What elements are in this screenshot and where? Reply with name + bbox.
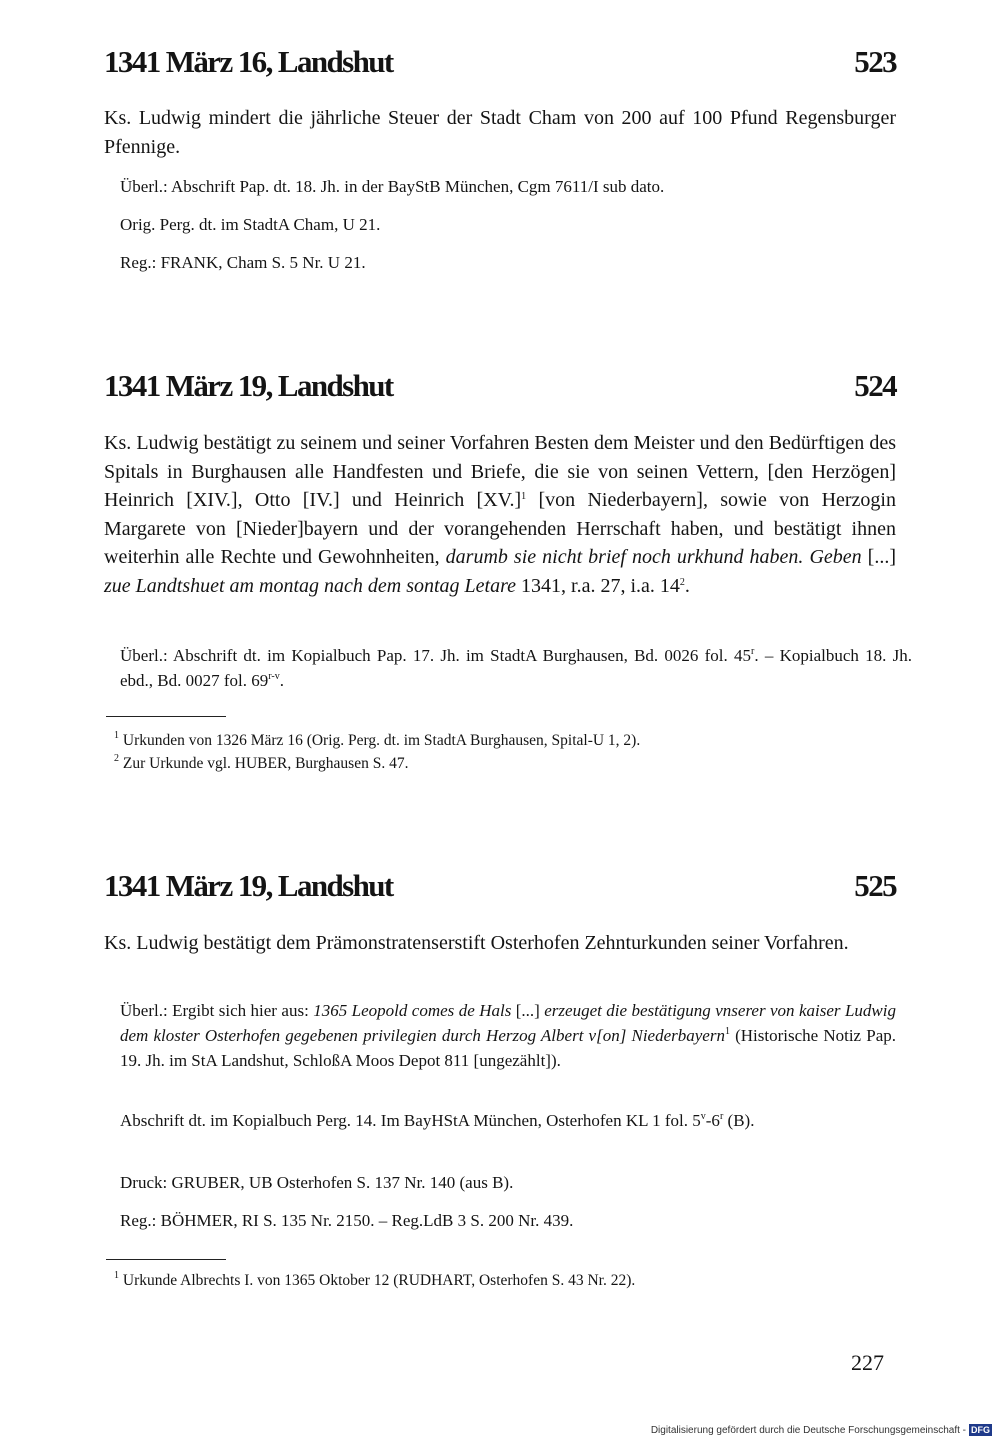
footnote: $^2$ Zur Urkunde vgl. HUBER, Burghausen S. 47.: [114, 753, 409, 772]
entry-note-transmission: Überl.: Ergibt sich hier aus: 1365 Leopold comes de Hals [...] erzeuget die bestätigung vnserer von kaiser Ludwig dem kloster Osterhofen gegebenen privilegien durch Herzog Albert v[on] Niederbayern$^1$ (Historische Notiz Pap. 19. Jh. im StA Landshut, SchloßA Moos Depot 811 [ungezählt]).: [120, 1001, 896, 1070]
entry-note-original: Orig. Perg. dt. im StadtA Cham, U 21.: [120, 215, 381, 234]
footnote-ref: 2: [679, 576, 685, 588]
footnote-divider: [106, 716, 226, 717]
entry-note-copy: Abschrift dt. im Kopialbuch Perg. 14. Im BayHStA München, Osterhofen KL 1 fol. 5$^v$-6$^r$ (B).: [120, 1111, 755, 1130]
entry-note-transmission: Überl.: Abschrift Pap. dt. 18. Jh. in der BayStB München, Cgm 7611/I sub dato.: [120, 177, 665, 196]
entry-number: 523: [854, 44, 896, 79]
funding-notice: Digitalisierung gefördert durch die Deutsche Forschungsgemeinschaft - DFG: [650, 1425, 990, 1436]
entry-regest: Ks. Ludwig bestätigt zu seinem und seiner Vorfahren Besten dem Meister und den Bedürftigen des Spitals in Burghausen alle Handfesten und Briefe, die sie von seinen Vettern, [den Herzögen] Heinrich [XIV.], Otto [IV.] und Heinrich $[XV.]^1$ [von Niederbayern], sowie von Herzogin Margarete von [Nieder]bayern und der vorangehenden Herrschaft haben, und bestätigt ihnen weiterhin alle Rechte und Gewohnheiten, darumb sie nicht brief noch urkhund haben. Geben [...] zue Landtshuet am montag nach dem sontag Letare 1341, r.a. 27, i.a. $14^2$.: [104, 432, 896, 597]
footnote-ref: 1: [521, 491, 527, 502]
entry-note-print: Druck: GRUBER, UB Osterhofen S. 137 Nr. 140 (aus B).: [120, 1173, 514, 1192]
entry-header-524: [104, 366, 896, 410]
page-number: 227: [851, 1350, 884, 1375]
entry-regest: Ks. Ludwig bestätigt dem Prämonstratenserstift Osterhofen Zehnturkunden seiner Vorfahren.: [104, 932, 849, 954]
footnote: $^1$ Urkunden von 1326 März 16 (Orig. Perg. dt. im StadtA Burghausen, Spital-U 1, 2).: [114, 730, 641, 749]
footnote-divider: [106, 1259, 226, 1260]
entry-note-regest: Reg.: FRANK, Cham S. 5 Nr. U 21.: [120, 253, 366, 272]
entry-date: 1341 März 19, Landshut: [104, 868, 393, 903]
entry-number: 524: [854, 368, 896, 403]
entry-note-regest: Reg.: BÖHMER, RI S. 135 Nr. 2150. – Reg.LdB 3 S. 200 Nr. 439.: [120, 1211, 574, 1230]
entry-date: 1341 März 19, Landshut: [104, 368, 393, 403]
entry-header-523: [104, 42, 896, 86]
entry-number: 525: [854, 868, 896, 903]
footnote-ref: 1: [724, 1026, 730, 1037]
entry-date: 1341 März 16, Landshut: [104, 44, 393, 79]
entry-note-transmission: Überl.: Abschrift dt. im Kopialbuch Pap. 17. Jh. im StadtA Burghausen, Bd. 0026 fol. 45$^r$. – Kopialbuch 18. Jh. ebd., Bd. 0027 fol. 69$^{r-v}$.: [120, 646, 912, 690]
entry-regest: Ks. Ludwig mindert die jährliche Steuer der Stadt Cham von 200 auf 100 Pfund Regensburger Pfennige.: [104, 107, 896, 158]
entry-header-525: [104, 866, 896, 910]
dfg-logo: DFG: [971, 1425, 990, 1435]
footnote: $^1$ Urkunde Albrechts I. von 1365 Oktober 12 (RUDHART, Osterhofen S. 43 Nr. 22).: [114, 1270, 636, 1289]
